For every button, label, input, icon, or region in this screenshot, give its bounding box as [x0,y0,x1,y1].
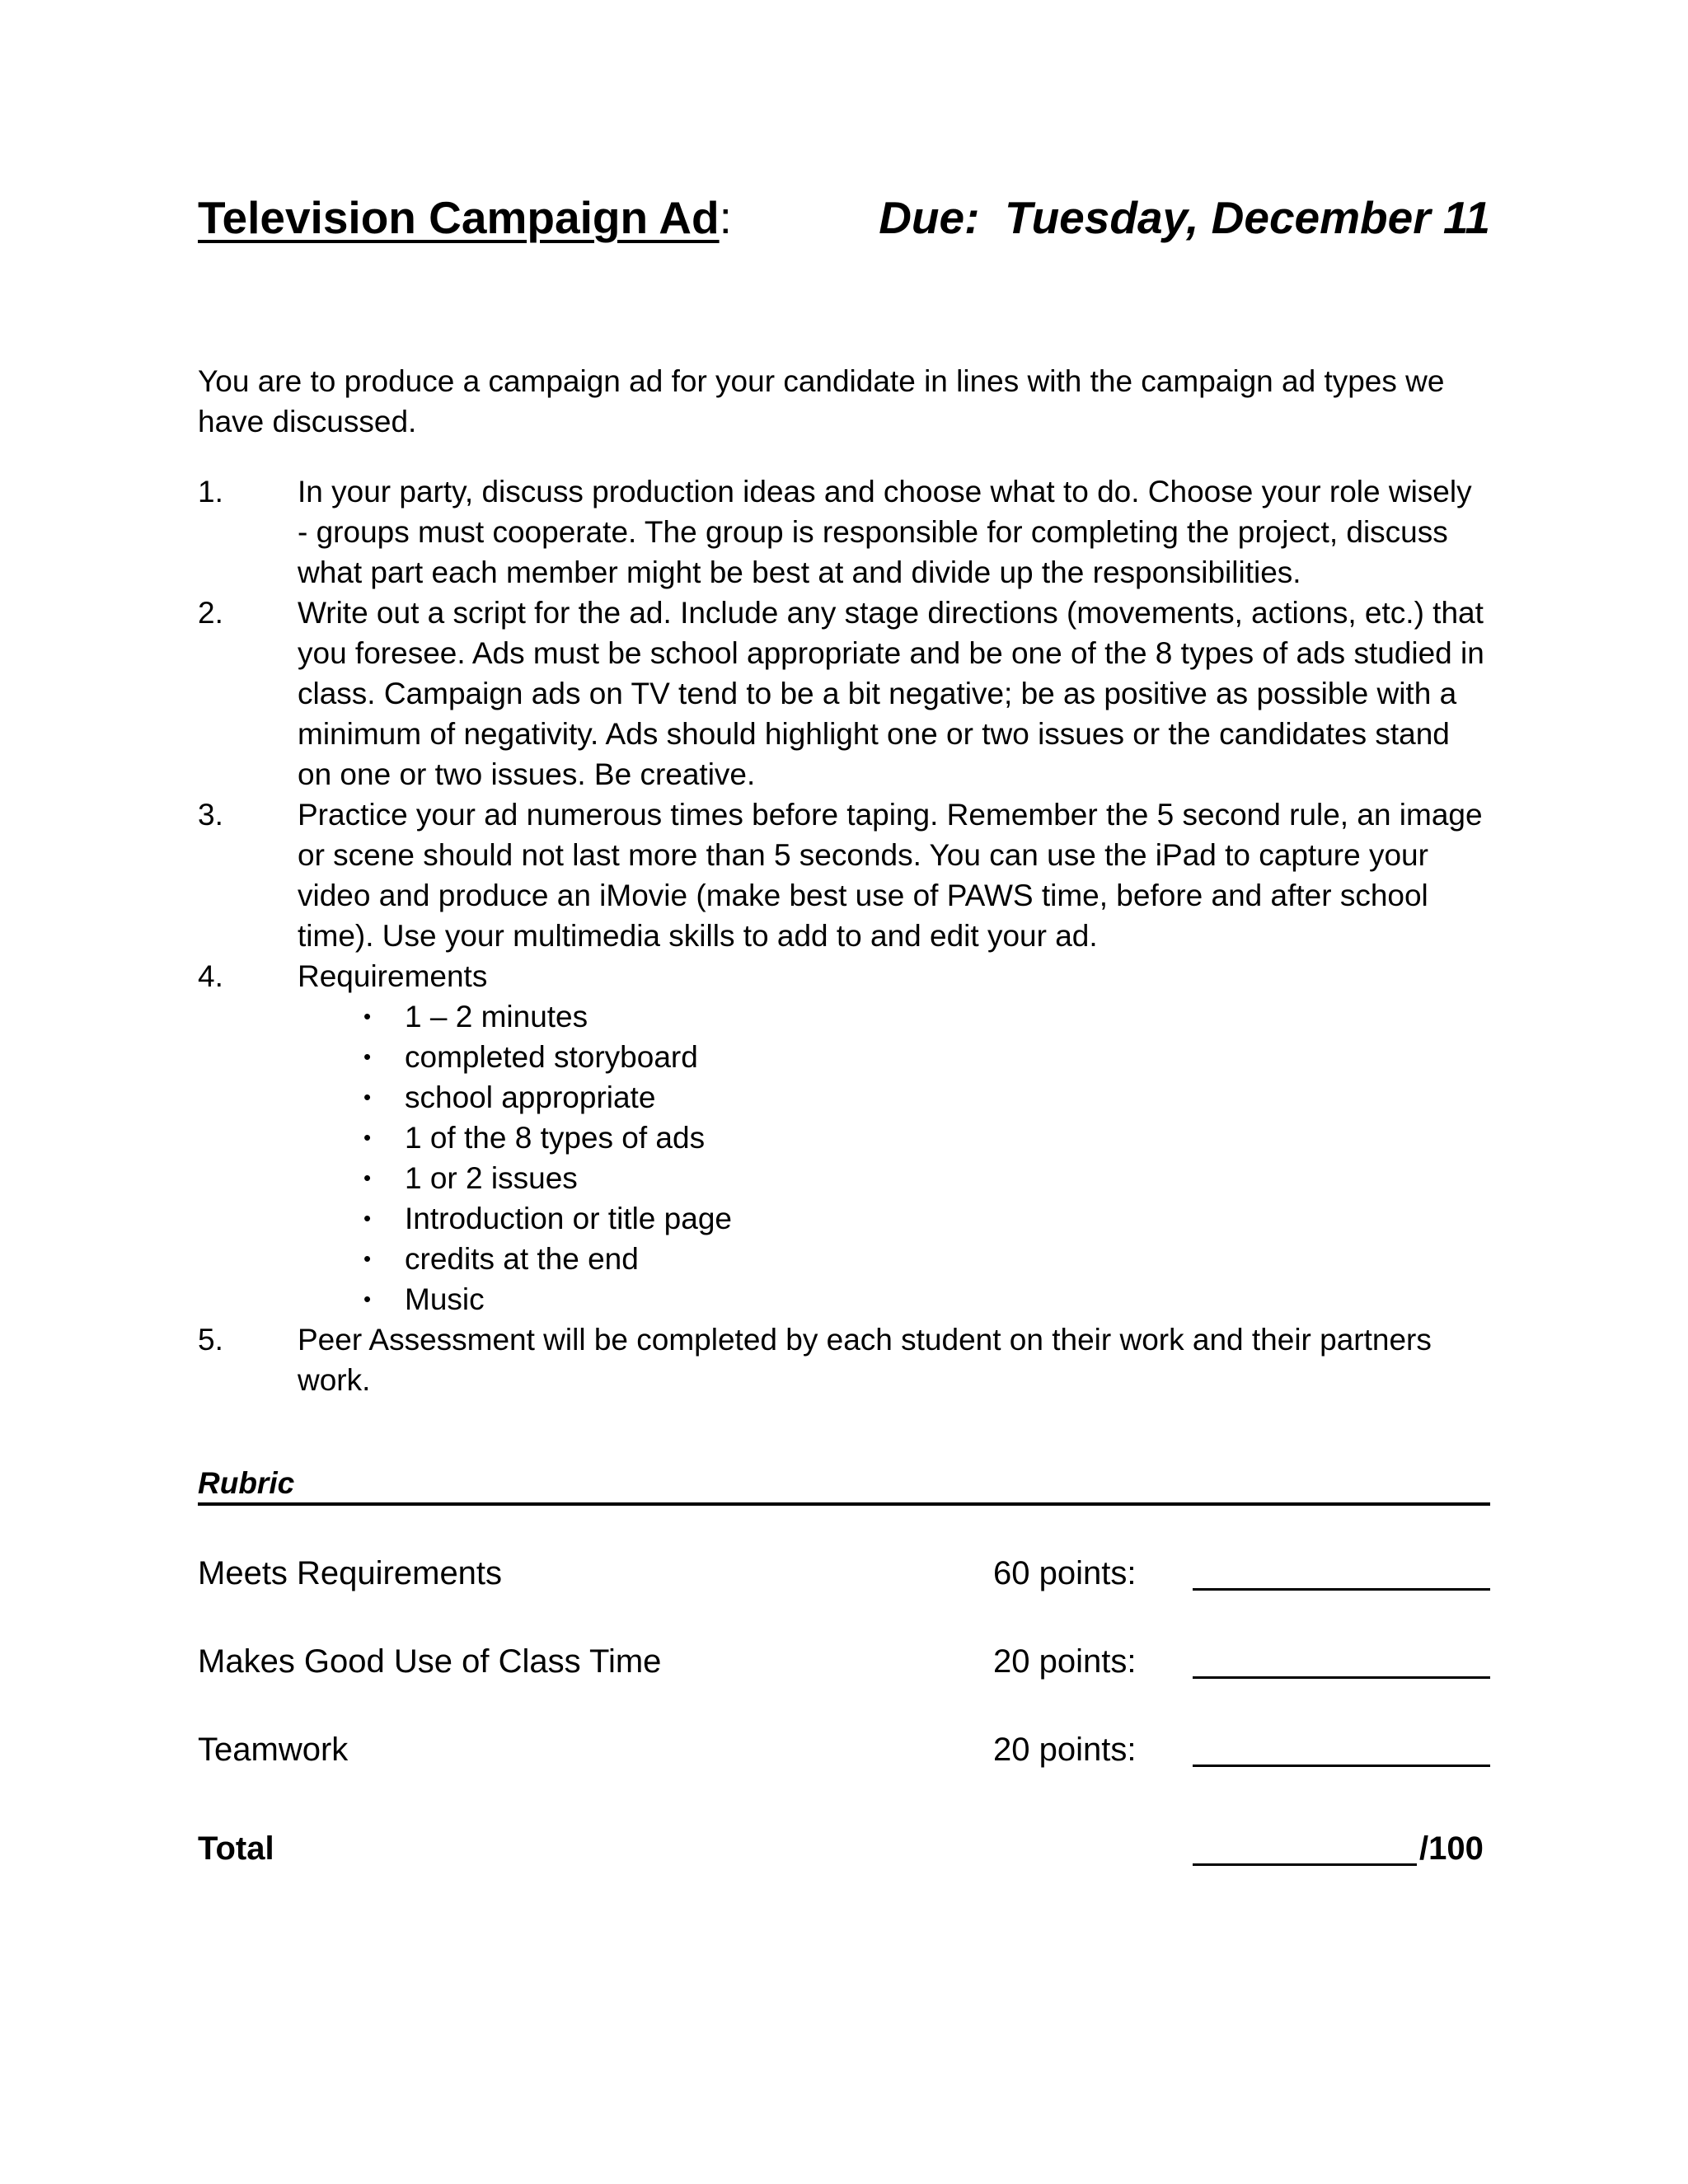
title-text: Television Campaign Ad [198,192,720,243]
document-header [198,191,1490,257]
step-number: 4. [198,959,223,993]
step-item [198,593,1490,794]
step-text: Write out a script for the ad. Include any stage directions (movements, actions, etc.) that you foresee. Ads must be school appropriate and be one of the 8 types of ads studied in class. Campaign ads on TV tend to be a bit negative; be as positive as possible with a minimum of negativity. Ads should highlight one or two issues or the candidates stand on one or two issues. Be creative. [298,596,1484,791]
total-row [198,1830,1490,1880]
total-max: /100 [1419,1830,1484,1867]
rubric-points: 20 points: [993,1732,1137,1768]
bullet-icon: • [363,1286,372,1311]
bullet-icon: • [363,1004,372,1029]
step-text: In your party, discuss production ideas and choose what to do. Choose your role wisely - groups must cooperate. The group is responsible for completing the project, discuss what part each member might be best at and divide up the responsibilities. [298,475,1472,589]
total-label: Total [198,1830,274,1867]
rubric-criterion: Teamwork [198,1732,349,1768]
bullet-icon: • [363,1206,372,1230]
step-item [198,1319,1490,1400]
score-blank[interactable] [1193,1588,1490,1591]
requirement-text: completed storyboard [405,1040,698,1074]
score-blank[interactable] [1193,1765,1490,1767]
bullet-icon: • [363,1125,372,1150]
requirement-item [363,1198,1490,1239]
due-date: Due: Tuesday, December 11 [879,192,1490,243]
step-number: 2. [198,596,223,630]
requirement-item [363,996,1490,1037]
score-blank[interactable] [1193,1676,1490,1679]
document-title [198,191,732,244]
requirement-text: 1 – 2 minutes [405,1000,588,1033]
total-score-blank[interactable] [1193,1863,1417,1866]
bullet-icon: • [363,1044,372,1069]
step-text: Requirements [298,959,488,993]
rubric-header [198,1463,1490,1506]
requirement-item [363,1077,1490,1118]
step-item [198,471,1490,593]
requirement-text: Introduction or title page [405,1202,732,1235]
rubric-section [198,1463,1490,1867]
step-text: Peer Assessment will be completed by each student on their work and their partners work. [298,1323,1432,1397]
step-item [198,794,1490,956]
bullet-icon: • [363,1085,372,1109]
rubric-row [198,1555,1490,1643]
requirement-text: 1 or 2 issues [405,1161,578,1195]
requirement-text: 1 of the 8 types of ads [405,1121,706,1155]
bullet-icon: • [363,1165,372,1190]
rubric-title: Rubric [198,1466,295,1500]
step-number: 3. [198,798,223,832]
requirement-item [363,1279,1490,1319]
rubric-row [198,1732,1490,1820]
requirement-text: school appropriate [405,1080,656,1114]
step-number: 5. [198,1323,223,1357]
bullet-icon: • [363,1246,372,1271]
steps-list [198,471,1490,1400]
rubric-criterion: Meets Requirements [198,1555,503,1591]
title-colon: : [719,192,732,243]
rubric-criterion: Makes Good Use of Class Time [198,1643,662,1680]
requirement-item [363,1158,1490,1198]
requirement-item [363,1118,1490,1158]
rubric-points: 20 points: [993,1643,1137,1680]
requirements-list [298,996,1490,1319]
requirement-text: Music [405,1282,485,1316]
requirement-text: credits at the end [405,1242,639,1276]
step-number: 1. [198,475,223,509]
rubric-points: 60 points: [993,1555,1137,1591]
step-text: Practice your ad numerous times before taping. Remember the 5 second rule, an image or scene should not last more than 5 seconds. You can use the iPad to capture your video and produce an iMovie (make best use of PAWS time, before and after school time). Use your multimedia skills to add to and edit your ad. [298,798,1483,953]
rubric-rows [198,1555,1490,1820]
requirement-item [363,1037,1490,1077]
step-item [198,956,1490,1319]
requirement-item [363,1239,1490,1279]
intro-paragraph: You are to produce a campaign ad for your candidate in lines with the campaign ad types we have discussed. [198,364,1445,438]
rubric-row [198,1643,1490,1732]
